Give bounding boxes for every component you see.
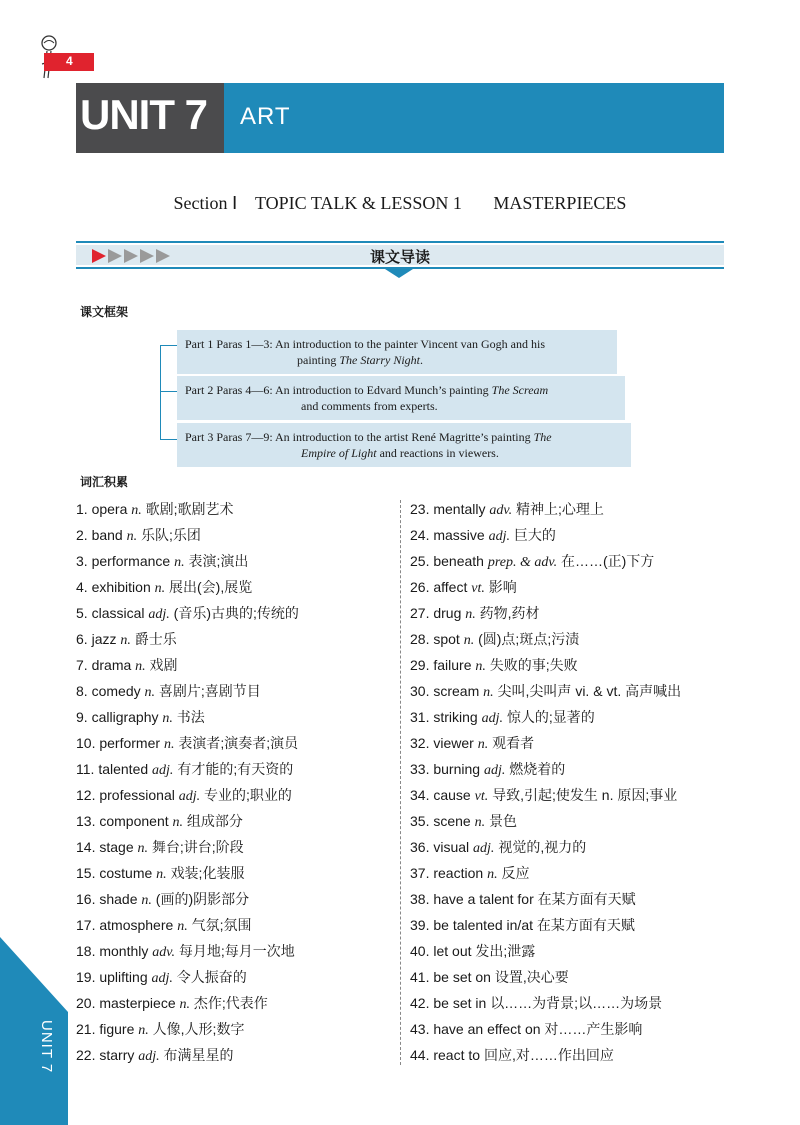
vocab-number: 30. [410, 683, 430, 699]
vocab-word: classical [91, 605, 145, 621]
vocab-definition: 尖叫,尖叫声 vi. & vt. 高声喊出 [497, 683, 682, 699]
vocab-item [76, 496, 299, 522]
vocab-word: cause [433, 787, 471, 803]
vocab-number: 43. [410, 1021, 430, 1037]
vocab-word: beneath [433, 553, 484, 569]
framework-bracket [160, 345, 177, 440]
part-prefix: Part 3 Paras 7—9: [185, 430, 275, 444]
section-title: Section Ⅰ TOPIC TALK & LESSON 1 MASTERPIECES [173, 193, 627, 213]
vocab-word: band [91, 527, 123, 543]
vocab-pos: n. [131, 503, 142, 518]
vocab-pos: n. [172, 815, 184, 830]
vocab-definition: 乐队;乐团 [141, 527, 201, 543]
vocab-definition: 设置,决心要 [494, 969, 569, 985]
vocab-item [76, 756, 299, 782]
vocab-definition: 在……(正)下方 [560, 553, 655, 569]
vocab-number: 2. [76, 527, 88, 543]
vocab-word: react to [433, 1047, 481, 1063]
vocab-number: 1. [76, 501, 88, 517]
vocab-number: 18. [76, 943, 96, 959]
vocab-item [410, 574, 681, 600]
vocab-word: figure [99, 1021, 135, 1037]
vocab-definition: 舞台;讲台;阶段 [151, 839, 244, 855]
vocab-number: 21. [76, 1021, 96, 1037]
vocab-number: 16. [76, 891, 96, 907]
guide-bar [76, 241, 724, 271]
vocab-pos: n. [474, 815, 486, 830]
vocab-definition: 视觉的,视力的 [498, 839, 587, 855]
part-text: An introduction to the artist René Magritte’s painting [275, 430, 534, 444]
guide-line-top [76, 241, 724, 243]
vocab-definition: 展出(会),展览 [169, 579, 253, 595]
vocab-word: comedy [91, 683, 141, 699]
vocab-number: 41. [410, 969, 430, 985]
vocab-item [410, 990, 681, 1016]
vocab-definition: 影响 [488, 579, 517, 595]
vocab-number: 20. [76, 995, 96, 1011]
vocab-word: atmosphere [99, 917, 174, 933]
vocab-item [410, 964, 681, 990]
vocab-item [76, 600, 299, 626]
vocab-number: 26. [410, 579, 430, 595]
vocab-number: 6. [76, 631, 88, 647]
vocab-item [410, 548, 681, 574]
vocab-number: 39. [410, 917, 430, 933]
vocab-word: performer [99, 735, 161, 751]
vocab-word: massive [433, 527, 485, 543]
vocab-pos: vt. [474, 789, 489, 804]
framework-part-3 [177, 423, 631, 467]
vocab-number: 7. [76, 657, 88, 673]
vocab-heading: 词汇积累 [80, 475, 129, 489]
vocab-definition: 表演;演出 [188, 553, 249, 569]
vocab-item [410, 704, 681, 730]
part-text: An introduction to the painter Vincent van Gogh and his [275, 337, 546, 351]
vocab-pos: adj. [148, 607, 170, 622]
part-italic-title: The Scream [491, 383, 549, 397]
vocab-pos: n. [144, 685, 155, 700]
vocab-word: let out [433, 943, 472, 959]
vocab-word: be talented in/at [433, 917, 533, 933]
vocab-number: 35. [410, 813, 430, 829]
vocab-word: drama [91, 657, 132, 673]
vocab-item [410, 1042, 681, 1068]
vocab-word: costume [99, 865, 153, 881]
vocab-number: 10. [76, 735, 96, 751]
vocab-pos: adj. [488, 529, 510, 544]
vocab-item [76, 704, 299, 730]
vocab-pos: n. [141, 893, 152, 908]
vocab-number: 33. [410, 761, 430, 777]
vocab-definition: 专业的;职业的 [204, 787, 292, 803]
vocab-definition: 反应 [501, 865, 530, 881]
side-tab [0, 1012, 68, 1125]
vocab-definition: 燃烧着的 [509, 761, 566, 777]
vocab-item [76, 1016, 299, 1042]
vocab-item [76, 964, 299, 990]
side-tab-label: UNIT 7 [38, 1020, 55, 1074]
vocab-word: calligraphy [91, 709, 159, 725]
vocab-pos: n. [174, 555, 185, 570]
vocab-word: reaction [433, 865, 484, 881]
vocab-item [410, 652, 681, 678]
vocab-pos: prep. & adv. [487, 555, 558, 570]
vocab-pos: n. [163, 737, 175, 752]
vocab-definition: 戏装;化装服 [170, 865, 245, 881]
vocab-item [410, 938, 681, 964]
vocab-number: 19. [76, 969, 96, 985]
vocab-definition: 布满星星的 [163, 1047, 234, 1063]
vocab-item [410, 886, 681, 912]
vocab-definition: (音乐)古典的;传统的 [173, 605, 299, 621]
vocab-number: 37. [410, 865, 430, 881]
vocab-definition: 爵士乐 [134, 631, 177, 647]
vocab-number: 27. [410, 605, 430, 621]
vocab-definition: 以……为背景;以……为场景 [490, 995, 663, 1011]
vocab-number: 32. [410, 735, 430, 751]
vocab-pos: n. [120, 633, 131, 648]
vocab-word: opera [91, 501, 128, 517]
vocab-number: 31. [410, 709, 430, 725]
vocab-definition: 精神上;心理上 [515, 501, 604, 517]
vocab-pos: adj. [481, 711, 503, 726]
vocab-number: 9. [76, 709, 88, 725]
vocab-pos: n. [177, 919, 188, 934]
vocab-number: 11. [76, 761, 95, 777]
guide-triangle-icon [385, 269, 413, 278]
vocab-word: mentally [433, 501, 486, 517]
vocab-item [76, 522, 299, 548]
vocab-pos: n. [487, 867, 498, 882]
vocab-item [76, 678, 299, 704]
vocab-definition: 发出;泄露 [475, 943, 536, 959]
vocab-item [76, 548, 299, 574]
vocab-word: stage [99, 839, 134, 855]
vocab-word: performance [91, 553, 171, 569]
vocab-item [76, 938, 299, 964]
vocab-left-column [76, 496, 299, 1068]
vocab-number: 34. [410, 787, 430, 803]
framework-part-2 [177, 376, 625, 420]
part-text: painting [297, 353, 340, 367]
vocab-number: 29. [410, 657, 430, 673]
vocab-definition: 巨大的 [513, 527, 556, 543]
vocab-definition: 观看者 [492, 735, 535, 751]
vocab-word: affect [433, 579, 468, 595]
part-italic-title: The [533, 430, 552, 444]
vocab-definition: 回应,对……作出回应 [483, 1047, 614, 1063]
vocab-item [76, 886, 299, 912]
subject-title: ART [240, 103, 291, 130]
vocab-definition: 对……产生影响 [544, 1021, 643, 1037]
part-italic-title: The Starry Night [339, 353, 420, 367]
vocab-pos: adj. [152, 763, 174, 778]
vocab-item [76, 912, 299, 938]
vocab-pos: n. [156, 867, 167, 882]
vocab-number: 24. [410, 527, 430, 543]
vocab-number: 15. [76, 865, 96, 881]
vocab-word: monthly [99, 943, 149, 959]
vocab-definition: 失败的事;失败 [489, 657, 578, 673]
vocab-definition: 组成部分 [186, 813, 243, 829]
vocab-number: 40. [410, 943, 430, 959]
framework-part-1 [177, 330, 617, 374]
column-divider [400, 500, 401, 1065]
part-prefix: Part 1 Paras 1—3: [185, 337, 275, 351]
vocab-number: 5. [76, 605, 88, 621]
vocab-item [76, 1042, 299, 1068]
unit-banner [76, 83, 724, 153]
vocab-word: talented [98, 761, 149, 777]
vocab-item [76, 860, 299, 886]
vocab-item [410, 730, 681, 756]
vocab-definition: 气氛;氛围 [191, 917, 252, 933]
guide-label: 课文导读 [369, 248, 430, 266]
vocab-pos: adj. [473, 841, 495, 856]
part-text: and comments from experts. [301, 399, 438, 413]
vocab-number: 12. [76, 787, 96, 803]
vocab-definition: 在某方面有天赋 [537, 891, 636, 907]
vocab-pos: n. [135, 659, 146, 674]
vocab-number: 3. [76, 553, 88, 569]
page-number: 4 [66, 54, 73, 68]
vocab-item [76, 652, 299, 678]
vocab-definition: 每月地;每月一次地 [178, 943, 295, 959]
vocab-item [76, 730, 299, 756]
vocab-number: 8. [76, 683, 88, 699]
vocab-definition: 药物,药材 [479, 605, 540, 621]
vocab-number: 23. [410, 501, 430, 517]
vocab-number: 36. [410, 839, 430, 855]
framework-bracket-tick [160, 391, 177, 392]
vocab-word: be set on [433, 969, 491, 985]
unit-title: UNIT 7 [80, 91, 208, 138]
vocab-item [410, 808, 681, 834]
vocab-number: 42. [410, 995, 430, 1011]
vocab-item [410, 834, 681, 860]
vocab-word: visual [433, 839, 470, 855]
unit-box [76, 83, 224, 153]
vocab-word: striking [433, 709, 478, 725]
vocab-word: burning [433, 761, 481, 777]
vocab-item [76, 808, 299, 834]
vocab-item [410, 600, 681, 626]
vocab-number: 14. [76, 839, 96, 855]
vocab-pos: n. [179, 997, 191, 1012]
vocab-word: scene [433, 813, 471, 829]
framework-heading: 课文框架 [80, 305, 129, 319]
vocab-word: drug [433, 605, 462, 621]
vocab-number: 17. [76, 917, 96, 933]
vocab-definition: 喜剧片;喜剧节目 [158, 683, 261, 699]
vocab-word: have a talent for [433, 891, 534, 907]
vocab-item [410, 678, 681, 704]
vocab-pos: adj. [483, 763, 506, 778]
vocab-word: failure [433, 657, 472, 673]
vocab-definition: 人像,人形;数字 [152, 1021, 245, 1037]
vocab-word: masterpiece [99, 995, 176, 1011]
vocab-definition: 书法 [176, 709, 205, 725]
vocab-item [76, 990, 299, 1016]
vocab-word: uplifting [99, 969, 148, 985]
vocab-item [76, 574, 299, 600]
vocab-pos: n. [154, 581, 166, 596]
vocab-definition: 有才能的;有天资的 [177, 761, 294, 777]
vocab-definition: 导致,引起;使发生 n. 原因;事业 [492, 787, 678, 803]
part-italic-title: Empire of Light [301, 446, 377, 460]
vocab-number: 44. [410, 1047, 430, 1063]
vocab-pos: adj. [178, 789, 201, 804]
vocab-pos: n. [463, 633, 475, 648]
vocab-pos: n. [137, 841, 148, 856]
vocab-item [410, 860, 681, 886]
vocab-pos: adj. [138, 1049, 160, 1064]
vocab-number: 38. [410, 891, 430, 907]
vocab-item [76, 834, 299, 860]
vocab-definition: 令人振奋的 [176, 969, 247, 985]
vocab-item [410, 626, 681, 652]
vocab-item [410, 496, 681, 522]
vocab-item [410, 782, 681, 808]
vocab-pos: n. [475, 659, 486, 674]
vocab-item [410, 756, 681, 782]
vocab-word: jazz [91, 631, 117, 647]
vocab-number: 28. [410, 631, 430, 647]
vocab-number: 4. [76, 579, 88, 595]
vocab-right-column [410, 496, 681, 1068]
vocab-word: have an effect on [433, 1021, 541, 1037]
part-prefix: Part 2 Paras 4—6: [185, 383, 275, 397]
vocab-pos: adv. [152, 945, 175, 960]
vocab-definition: (圆)点;斑点;污渍 [478, 631, 580, 647]
vocab-word: be set in [433, 995, 487, 1011]
vocab-word: spot [433, 631, 460, 647]
side-tab-corner [0, 937, 68, 1012]
vocab-word: scream [433, 683, 480, 699]
vocab-pos: vt. [471, 581, 485, 596]
vocab-item [410, 1016, 681, 1042]
vocab-pos: n. [162, 711, 173, 726]
part-text: . [420, 353, 423, 367]
vocab-definition: 歌剧;歌剧艺术 [145, 501, 234, 517]
vocab-definition: (画的)阴影部分 [155, 891, 250, 907]
vocab-word: shade [99, 891, 138, 907]
vocab-word: component [99, 813, 169, 829]
vocab-word: exhibition [91, 579, 151, 595]
vocab-pos: n. [477, 737, 489, 752]
vocab-pos: n. [138, 1023, 149, 1038]
vocab-pos: n. [465, 607, 476, 622]
vocab-item [76, 626, 299, 652]
part-text: and reactions in viewers. [376, 446, 499, 460]
vocab-definition: 表演者;演奏者;演员 [178, 735, 299, 751]
vocab-word: professional [99, 787, 175, 803]
vocab-number: 22. [76, 1047, 96, 1063]
vocab-item [410, 522, 681, 548]
vocab-item [410, 912, 681, 938]
vocab-pos: adv. [489, 503, 513, 518]
vocab-number: 25. [410, 553, 430, 569]
vocab-definition: 戏剧 [149, 657, 178, 673]
vocab-pos: n. [126, 529, 138, 544]
vocab-definition: 景色 [489, 813, 517, 829]
vocab-word: starry [99, 1047, 135, 1063]
vocab-definition: 杰作;代表作 [193, 995, 268, 1011]
vocab-word: viewer [433, 735, 474, 751]
vocab-pos: n. [483, 685, 494, 700]
vocab-definition: 惊人的;显著的 [506, 709, 595, 725]
vocab-pos: adj. [151, 971, 173, 986]
subject-box [224, 83, 724, 153]
vocab-number: 13. [76, 813, 96, 829]
vocab-definition: 在某方面有天赋 [536, 917, 635, 933]
vocab-item [76, 782, 299, 808]
part-text: An introduction to Edvard Munch’s painting [275, 383, 492, 397]
